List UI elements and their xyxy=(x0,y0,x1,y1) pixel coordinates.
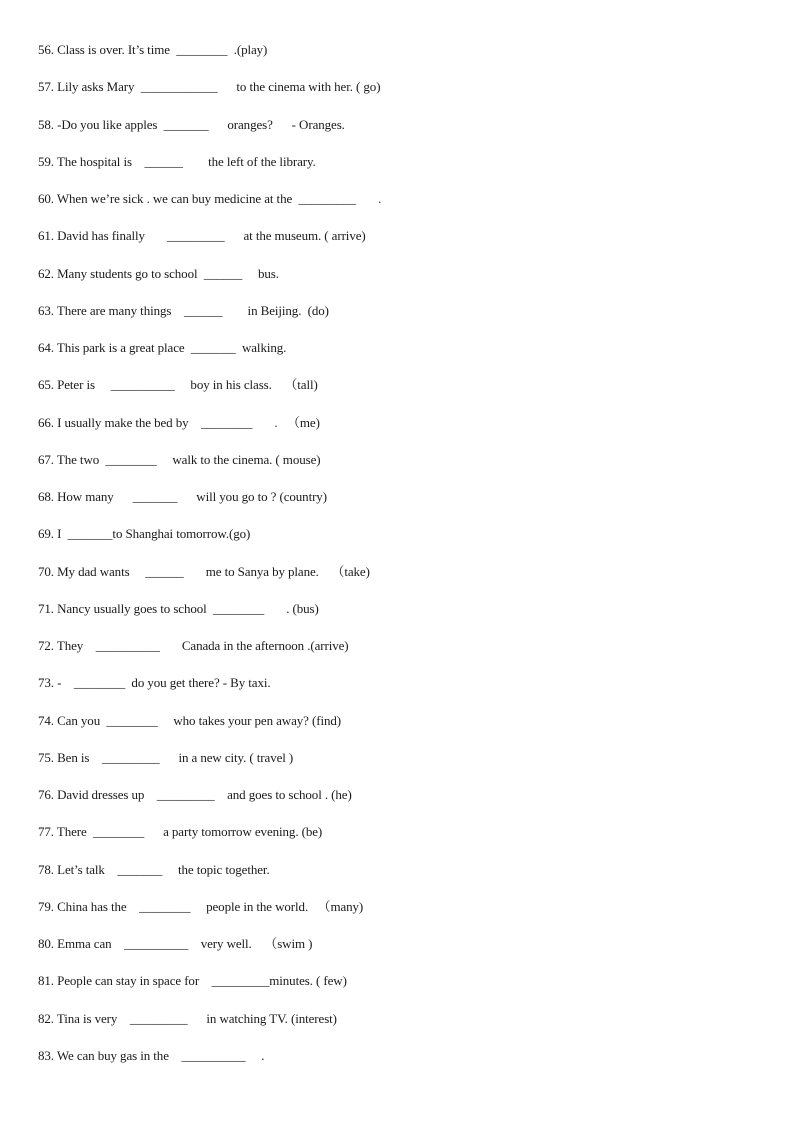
question-line: 59. The hospital is ______ the left of the library. xyxy=(38,153,316,169)
question-line: 73. - ________ do you get there? - By taxi. xyxy=(38,675,271,691)
question-line: 77. There ________ a party tomorrow evening. (be) xyxy=(38,824,323,840)
question-line: 83. We can buy gas in the __________ . xyxy=(38,1047,265,1063)
question-line: 70. My dad wants ______ me to Sanya by plane. （take) xyxy=(38,563,370,579)
question-line: 63. There are many things ______ in Beijing. (do) xyxy=(38,302,329,318)
question-line: 64. This park is a great place _______ walking. xyxy=(38,340,287,355)
question-line: 61. David has finally _________ at the museum. ( arrive) xyxy=(38,228,366,244)
question-line: 79. China has the ________ people in the world. （many) xyxy=(38,898,364,914)
question-line: 72. They __________ Canada in the afternoon .(arrive) xyxy=(38,638,349,653)
question-line: 75. Ben is _________ in a new city. ( travel ) xyxy=(38,749,294,765)
question-line: 56. Class is over. It’s time ________ .(play) xyxy=(38,42,268,57)
question-line: 66. I usually make the bed by ________ . （me) xyxy=(38,414,320,430)
question-line: 60. When we’re sick . we can buy medicine at the _________ . xyxy=(38,191,382,206)
question-line: 57. Lily asks Mary ____________ to the cinema with her. ( go) xyxy=(38,79,381,95)
question-line: 71. Nancy usually goes to school ________ . (bus) xyxy=(38,600,319,616)
question-line: 74. Can you ________ who takes your pen away? (find) xyxy=(38,712,341,728)
question-line: 82. Tina is very _________ in watching TV. (interest) xyxy=(38,1010,337,1026)
question-line: 68. How many _______ will you go to ? (country) xyxy=(38,489,327,504)
question-line: 80. Emma can __________ very well. （swim ) xyxy=(38,936,313,951)
question-line: 65. Peter is __________ boy in his class. （tall) xyxy=(38,377,318,393)
question-line: 67. The two ________ walk to the cinema. ( mouse) xyxy=(38,451,321,467)
question-line: 69. I _______to Shanghai tomorrow.(go) xyxy=(38,526,251,542)
question-line: 76. David dresses up _________ and goes to school . (he) xyxy=(38,787,352,802)
question-line: 81. People can stay in space for _________minutes. ( few) xyxy=(38,973,347,989)
question-line: 78. Let’s talk _______ the topic together. xyxy=(38,861,270,877)
question-line: 58. -Do you like apples _______ oranges? - Oranges. xyxy=(38,116,345,132)
question-line: 62. Many students go to school ______ bus. xyxy=(38,265,279,281)
